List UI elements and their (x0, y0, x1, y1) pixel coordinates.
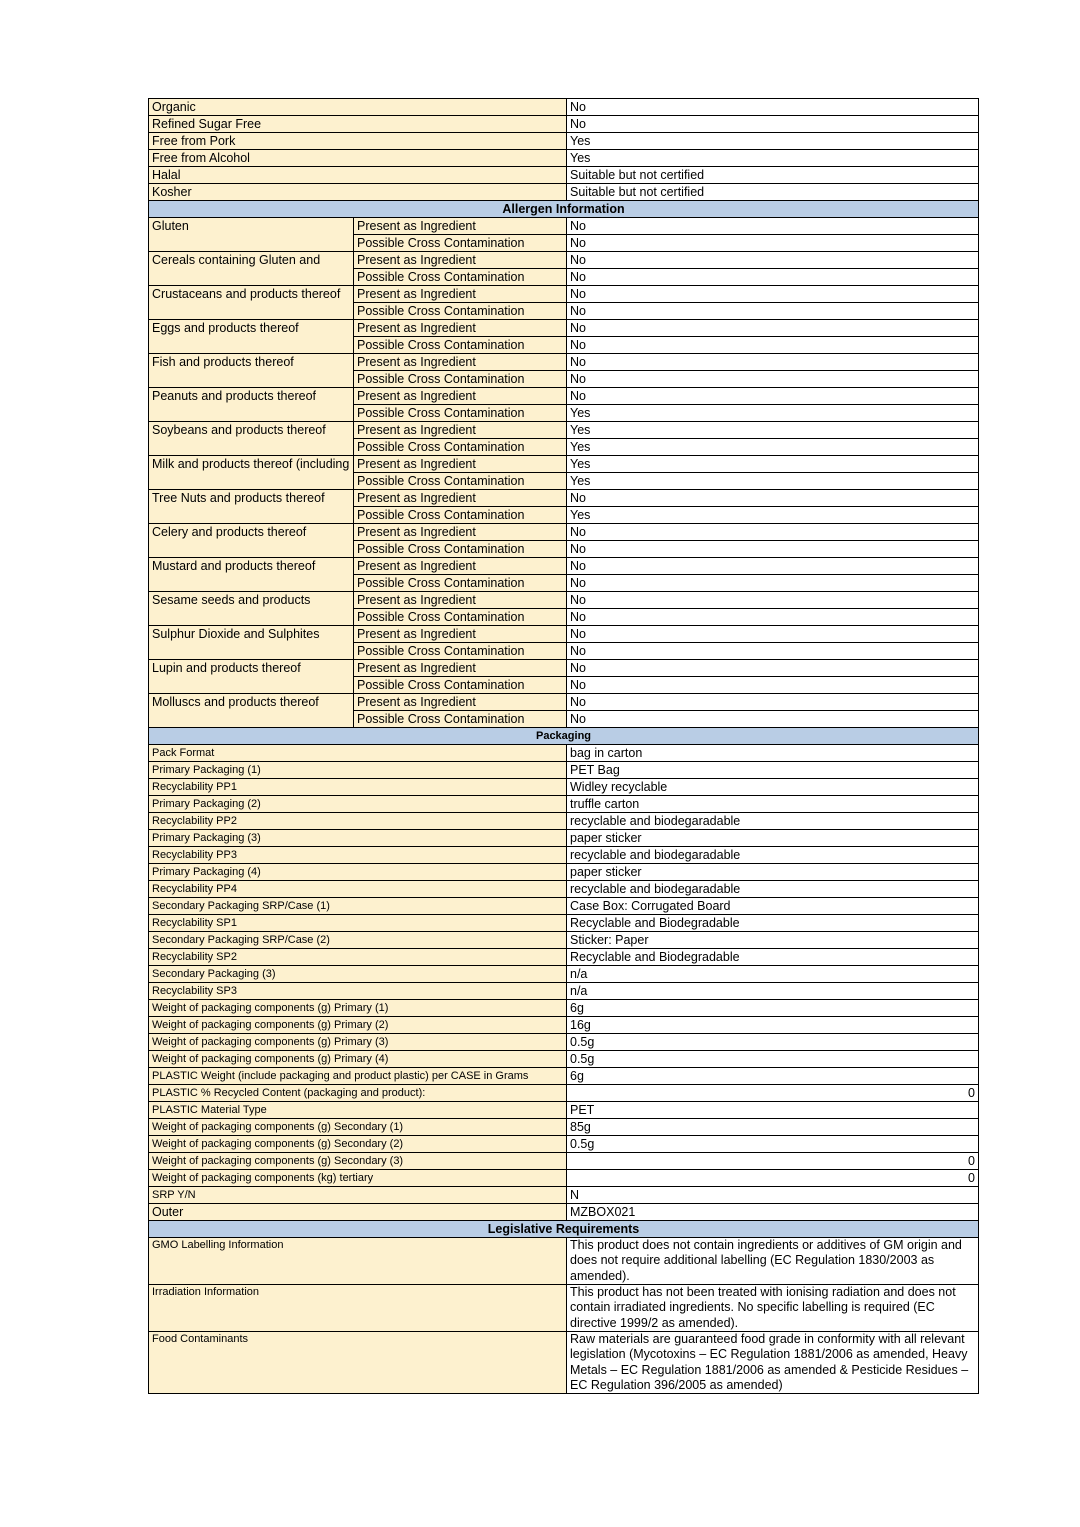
packaging-label: Primary Packaging (1) (149, 762, 567, 779)
packaging-value: 0.5g (567, 1136, 979, 1153)
packaging-row (149, 915, 979, 932)
allergen-name: Eggs and products thereof (149, 320, 354, 354)
allergen-ingredient-value: No (567, 320, 979, 337)
packaging-row (149, 1170, 979, 1187)
packaging-label: Weight of packaging components (g) Primary (4) (149, 1051, 567, 1068)
packaging-value: n/a (567, 966, 979, 983)
dietary-row (149, 167, 979, 184)
dietary-label: Organic (149, 99, 567, 116)
allergen-cross-value: No (567, 235, 979, 252)
allergen-type-cross: Possible Cross Contamination (354, 643, 567, 660)
allergen-type-cross: Possible Cross Contamination (354, 303, 567, 320)
allergen-type-cross: Possible Cross Contamination (354, 439, 567, 456)
allergen-type-ingredient: Present as Ingredient (354, 626, 567, 643)
allergen-cross-value: No (567, 337, 979, 354)
allergen-row (149, 592, 979, 609)
packaging-label: Recyclability PP1 (149, 779, 567, 796)
allergen-section-header: Allergen Information (149, 201, 979, 218)
packaging-label: Weight of packaging components (g) Secondary (3) (149, 1153, 567, 1170)
allergen-ingredient-value: No (567, 286, 979, 303)
packaging-label: Recyclability SP3 (149, 983, 567, 1000)
allergen-row (149, 388, 979, 405)
packaging-row (149, 898, 979, 915)
allergen-name: Gluten (149, 218, 354, 252)
allergen-type-ingredient: Present as Ingredient (354, 252, 567, 269)
packaging-row (149, 1017, 979, 1034)
allergen-type-cross: Possible Cross Contamination (354, 677, 567, 694)
allergen-cross-value: No (567, 541, 979, 558)
section-header-row (149, 1221, 979, 1238)
allergen-type-cross: Possible Cross Contamination (354, 235, 567, 252)
packaging-value: 16g (567, 1017, 979, 1034)
allergen-cross-value: No (567, 643, 979, 660)
allergen-type-ingredient: Present as Ingredient (354, 388, 567, 405)
allergen-row (149, 456, 979, 473)
allergen-name: Celery and products thereof (149, 524, 354, 558)
allergen-ingredient-value: No (567, 388, 979, 405)
packaging-label: Secondary Packaging SRP/Case (2) (149, 932, 567, 949)
packaging-row (149, 932, 979, 949)
packaging-section-header: Packaging (149, 728, 979, 745)
dietary-label: Refined Sugar Free (149, 116, 567, 133)
packaging-row (149, 1102, 979, 1119)
packaging-row (149, 1034, 979, 1051)
legislative-section-header: Legislative Requirements (149, 1221, 979, 1238)
allergen-row (149, 354, 979, 371)
allergen-row (149, 524, 979, 541)
allergen-row (149, 286, 979, 303)
dietary-row (149, 184, 979, 201)
packaging-row (149, 1051, 979, 1068)
allergen-type-ingredient: Present as Ingredient (354, 218, 567, 235)
allergen-ingredient-value: No (567, 252, 979, 269)
packaging-value: paper sticker (567, 830, 979, 847)
allergen-ingredient-value: No (567, 218, 979, 235)
dietary-label: Free from Alcohol (149, 150, 567, 167)
packaging-label: Recyclability PP2 (149, 813, 567, 830)
dietary-value: Yes (567, 150, 979, 167)
packaging-label: Weight of packaging components (g) Primary (3) (149, 1034, 567, 1051)
allergen-type-ingredient: Present as Ingredient (354, 694, 567, 711)
legislative-value: This product has not been treated with ionising radiation and does not contain irradiated ingredients. No specific labelling is required (EC directive 1999/2 as amended). (567, 1285, 979, 1332)
allergen-cross-value: Yes (567, 405, 979, 422)
packaging-row (149, 881, 979, 898)
allergen-type-ingredient: Present as Ingredient (354, 456, 567, 473)
dietary-value: Yes (567, 133, 979, 150)
packaging-value: 85g (567, 1119, 979, 1136)
allergen-ingredient-value: No (567, 660, 979, 677)
allergen-type-cross: Possible Cross Contamination (354, 405, 567, 422)
allergen-ingredient-value: No (567, 524, 979, 541)
allergen-row (149, 626, 979, 643)
allergen-name: Tree Nuts and products thereof (149, 490, 354, 524)
legislative-label: Food Contaminants (149, 1332, 567, 1394)
allergen-cross-value: No (567, 269, 979, 286)
allergen-type-ingredient: Present as Ingredient (354, 320, 567, 337)
packaging-value: recyclable and biodegaradable (567, 813, 979, 830)
allergen-type-cross: Possible Cross Contamination (354, 269, 567, 286)
packaging-value: truffle carton (567, 796, 979, 813)
allergen-name: Soybeans and products thereof (149, 422, 354, 456)
allergen-ingredient-value: Yes (567, 456, 979, 473)
packaging-value: 0.5g (567, 1034, 979, 1051)
packaging-row (149, 847, 979, 864)
allergen-type-cross: Possible Cross Contamination (354, 711, 567, 728)
dietary-row (149, 116, 979, 133)
packaging-row (149, 1187, 979, 1204)
packaging-value: 0 (567, 1170, 979, 1187)
allergen-type-ingredient: Present as Ingredient (354, 660, 567, 677)
packaging-row (149, 966, 979, 983)
legislative-label: Irradiation Information (149, 1285, 567, 1332)
allergen-name: Sesame seeds and products (149, 592, 354, 626)
packaging-label: Weight of packaging components (g) Secondary (1) (149, 1119, 567, 1136)
allergen-ingredient-value: No (567, 694, 979, 711)
packaging-value: recyclable and biodegaradable (567, 881, 979, 898)
allergen-cross-value: No (567, 575, 979, 592)
packaging-label: Secondary Packaging SRP/Case (1) (149, 898, 567, 915)
packaging-row (149, 1085, 979, 1102)
packaging-row (149, 813, 979, 830)
legislative-value: This product does not contain ingredients or additives of GM origin and does not require additional labelling (EC Regulation 1830/2003 as amended). (567, 1238, 979, 1285)
allergen-row (149, 422, 979, 439)
packaging-label: Primary Packaging (2) (149, 796, 567, 813)
dietary-label: Kosher (149, 184, 567, 201)
allergen-row (149, 490, 979, 507)
allergen-cross-value: Yes (567, 439, 979, 456)
packaging-row (149, 949, 979, 966)
dietary-label: Free from Pork (149, 133, 567, 150)
legislative-row (149, 1238, 979, 1285)
packaging-label: SRP Y/N (149, 1187, 567, 1204)
packaging-value: PET (567, 1102, 979, 1119)
dietary-value: No (567, 99, 979, 116)
packaging-value: PET Bag (567, 762, 979, 779)
packaging-value: paper sticker (567, 864, 979, 881)
allergen-ingredient-value: No (567, 558, 979, 575)
allergen-ingredient-value: Yes (567, 422, 979, 439)
dietary-row (149, 150, 979, 167)
allergen-type-cross: Possible Cross Contamination (354, 507, 567, 524)
dietary-label: Halal (149, 167, 567, 184)
packaging-value: recyclable and biodegaradable (567, 847, 979, 864)
packaging-label: Weight of packaging components (kg) tertiary (149, 1170, 567, 1187)
allergen-type-cross: Possible Cross Contamination (354, 609, 567, 626)
section-header-row (149, 201, 979, 218)
packaging-row (149, 864, 979, 881)
allergen-type-ingredient: Present as Ingredient (354, 422, 567, 439)
allergen-cross-value: Yes (567, 507, 979, 524)
packaging-label: Recyclability PP3 (149, 847, 567, 864)
allergen-ingredient-value: No (567, 592, 979, 609)
packaging-row (149, 830, 979, 847)
packaging-label: Weight of packaging components (g) Secondary (2) (149, 1136, 567, 1153)
packaging-label: Outer (149, 1204, 567, 1221)
allergen-type-ingredient: Present as Ingredient (354, 286, 567, 303)
packaging-label: PLASTIC Material Type (149, 1102, 567, 1119)
legislative-label: GMO Labelling Information (149, 1238, 567, 1285)
dietary-value: Suitable but not certified (567, 184, 979, 201)
allergen-cross-value: No (567, 371, 979, 388)
packaging-row (149, 983, 979, 1000)
packaging-row (149, 1000, 979, 1017)
packaging-row (149, 1119, 979, 1136)
allergen-cross-value: Yes (567, 473, 979, 490)
packaging-label: Primary Packaging (4) (149, 864, 567, 881)
packaging-value: 0.5g (567, 1051, 979, 1068)
allergen-ingredient-value: No (567, 626, 979, 643)
packaging-label: Recyclability SP1 (149, 915, 567, 932)
packaging-row (149, 745, 979, 762)
allergen-name: Molluscs and products thereof (149, 694, 354, 728)
dietary-value: No (567, 116, 979, 133)
allergen-row (149, 320, 979, 337)
packaging-row (149, 1153, 979, 1170)
allergen-row (149, 660, 979, 677)
packaging-row (149, 762, 979, 779)
legislative-value: Raw materials are guaranteed food grade in conformity with all relevant legislation (Mycotoxins – EC Regulation 1881/2006 as amended, Heavy Metals – EC Regulation 1881/2006 as amended & Pesticide Residues – EC Regulation 396/2005 as amended) (567, 1332, 979, 1394)
dietary-row (149, 99, 979, 116)
packaging-label: Weight of packaging components (g) Primary (1) (149, 1000, 567, 1017)
allergen-ingredient-value: No (567, 490, 979, 507)
packaging-value: N (567, 1187, 979, 1204)
packaging-label: Recyclability PP4 (149, 881, 567, 898)
packaging-row (149, 1136, 979, 1153)
dietary-value: Suitable but not certified (567, 167, 979, 184)
packaging-label: PLASTIC Weight (include packaging and product plastic) per CASE in Grams (149, 1068, 567, 1085)
allergen-name: Fish and products thereof (149, 354, 354, 388)
allergen-cross-value: No (567, 303, 979, 320)
allergen-type-cross: Possible Cross Contamination (354, 541, 567, 558)
allergen-cross-value: No (567, 677, 979, 694)
packaging-label: Pack Format (149, 745, 567, 762)
dietary-row (149, 133, 979, 150)
packaging-value: 0 (567, 1153, 979, 1170)
packaging-label: Weight of packaging components (g) Primary (2) (149, 1017, 567, 1034)
allergen-name: Lupin and products thereof (149, 660, 354, 694)
allergen-row (149, 558, 979, 575)
allergen-cross-value: No (567, 609, 979, 626)
allergen-type-cross: Possible Cross Contamination (354, 371, 567, 388)
specification-table (148, 98, 979, 1394)
allergen-name: Mustard and products thereof (149, 558, 354, 592)
packaging-value: n/a (567, 983, 979, 1000)
packaging-value: Widley recyclable (567, 779, 979, 796)
packaging-value: 0 (567, 1085, 979, 1102)
allergen-type-ingredient: Present as Ingredient (354, 592, 567, 609)
packaging-row (149, 1068, 979, 1085)
allergen-name: Cereals containing Gluten and (149, 252, 354, 286)
allergen-type-cross: Possible Cross Contamination (354, 473, 567, 490)
packaging-value: 6g (567, 1000, 979, 1017)
allergen-name: Crustaceans and products thereof (149, 286, 354, 320)
allergen-name: Sulphur Dioxide and Sulphites (149, 626, 354, 660)
packaging-value: bag in carton (567, 745, 979, 762)
allergen-cross-value: No (567, 711, 979, 728)
legislative-row (149, 1285, 979, 1332)
allergen-name: Peanuts and products thereof (149, 388, 354, 422)
allergen-row (149, 252, 979, 269)
allergen-row (149, 694, 979, 711)
packaging-value: Case Box: Corrugated Board (567, 898, 979, 915)
packaging-value: Sticker: Paper (567, 932, 979, 949)
allergen-type-ingredient: Present as Ingredient (354, 524, 567, 541)
packaging-value: Recyclable and Biodegradable (567, 915, 979, 932)
packaging-row (149, 779, 979, 796)
legislative-row (149, 1332, 979, 1394)
packaging-label: Recyclability SP2 (149, 949, 567, 966)
allergen-type-ingredient: Present as Ingredient (354, 354, 567, 371)
packaging-value: Recyclable and Biodegradable (567, 949, 979, 966)
allergen-row (149, 218, 979, 235)
packaging-label: Primary Packaging (3) (149, 830, 567, 847)
packaging-value: 6g (567, 1068, 979, 1085)
allergen-type-ingredient: Present as Ingredient (354, 490, 567, 507)
packaging-label: PLASTIC % Recycled Content (packaging and product): (149, 1085, 567, 1102)
allergen-type-cross: Possible Cross Contamination (354, 575, 567, 592)
allergen-name: Milk and products thereof (including (149, 456, 354, 490)
section-header-row (149, 728, 979, 745)
allergen-ingredient-value: No (567, 354, 979, 371)
packaging-label: Secondary Packaging (3) (149, 966, 567, 983)
packaging-row (149, 796, 979, 813)
packaging-value: MZBOX021 (567, 1204, 979, 1221)
packaging-row (149, 1204, 979, 1221)
allergen-type-ingredient: Present as Ingredient (354, 558, 567, 575)
allergen-type-cross: Possible Cross Contamination (354, 337, 567, 354)
